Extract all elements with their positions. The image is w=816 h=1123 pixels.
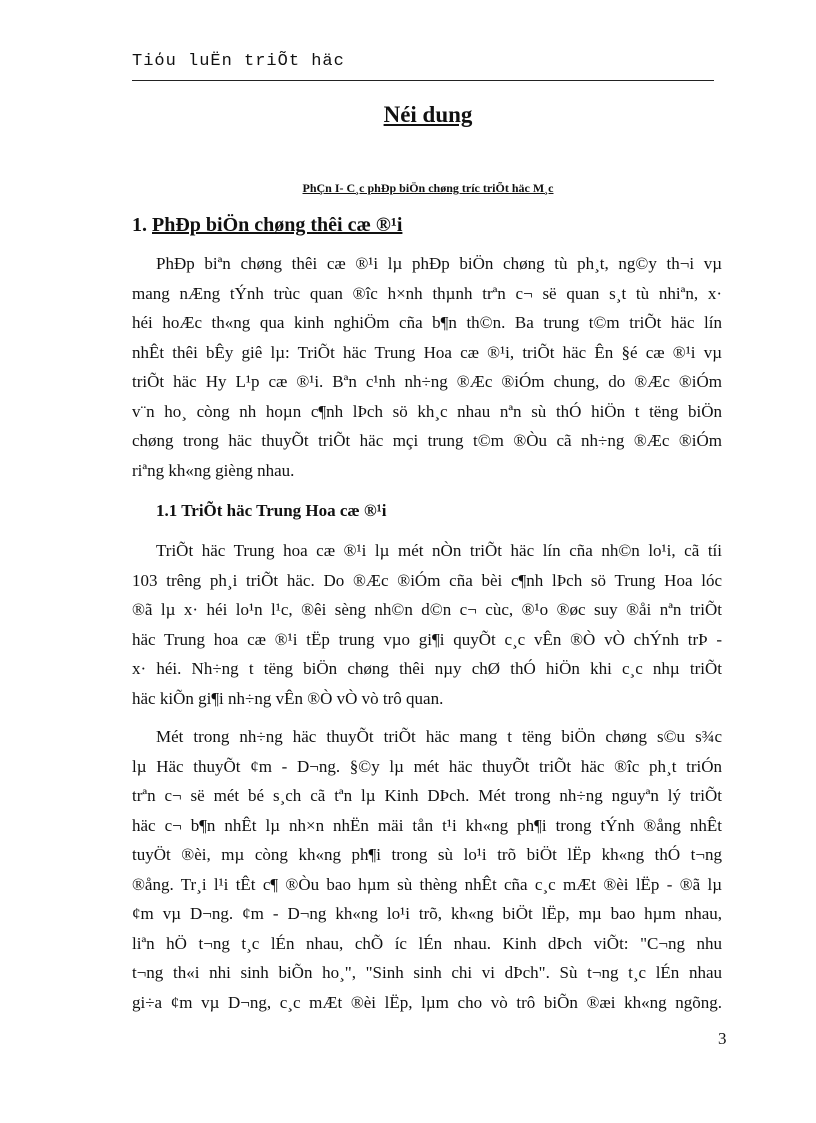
section-heading [132, 214, 402, 237]
paragraph-line: ®ã lµ x· héi lo¹n l¹c, ®êi sèng nh©n d©n c¬ cùc, ®¹o ®øc suy ®åi nªn triÕt [132, 600, 722, 619]
section-number: 1. [132, 214, 147, 236]
paragraph-line: Mét trong nh÷ng häc thuyÕt triÕt häc mang t tëng biÖn chøng s©u s¾c [156, 727, 722, 746]
part-heading: PhÇn I- C¸c phÐp biÖn chøng tríc triÕt häc M¸c [302, 181, 554, 195]
paragraph-line: 103 trêng ph¸i triÕt häc. Do ®Æc ®iÓm cña bèi c¶nh lÞch sö Trung Hoa lóc [132, 570, 722, 590]
paragraph-line: nhÊt thêi bÊy giê lµ: TriÕt häc Trung Hoa cæ ®¹i, triÕt häc Ên §é cæ ®¹i vµ [132, 342, 722, 362]
paragraph-line: häc Trung hoa cæ ®¹i tËp trung vµo gi¶i quyÕt c¸c vÊn ®Ò vÒ chÝnh trÞ - [132, 629, 722, 649]
paragraph-line: trªn c¬ së mét bé s¸ch cã tªn lµ Kinh DÞch. Mét trong nh÷ng nguyªn lý triÕt [132, 786, 722, 805]
paragraph-1 [132, 249, 722, 485]
paragraph-3 [132, 722, 722, 1017]
paragraph-line: x· héi. Nh÷ng t tëng biÖn chøng thêi nµy chØ thÓ hiÖn khi c¸c nhµ triÕt [132, 659, 722, 678]
paragraph-line: triÕt häc Hy L¹p cæ ®¹i. Bªn c¹nh nh÷ng ®Æc ®iÓm chung, do ®Æc ®iÓm [132, 372, 722, 391]
paragraph-line: riªng kh«ng gièng nhau. [132, 460, 295, 480]
page-number: 3 [718, 1029, 727, 1048]
paragraph-line: ®ång. Tr¸i l¹i tÊt c¶ ®Òu bao hµm sù thèng nhÊt cña c¸c mÆt ®èi lËp - ®ã lµ [132, 874, 722, 894]
subsection-heading: 1.1 TriÕt häc Trung Hoa cæ ®¹i [156, 501, 387, 520]
paragraph-line: ¢m vµ D¬ng. ¢m - D¬ng kh«ng lo¹i trõ, kh«ng biÖt lËp, mµ bao hµm nhau, [132, 904, 722, 923]
paragraph-line: häc c¬ b¶n nhÊt lµ nh×n nhËn mäi tån t¹i kh«ng ph¶i trong tÝnh ®ång nhÊt [132, 815, 722, 835]
header-divider [132, 80, 714, 81]
paragraph-line: gi÷a ¢m vµ D¬ng, c¸c mÆt ®èi lËp, lµm cho vò trô biÕn ®æi kh«ng ngõng. [132, 992, 722, 1012]
section-label: PhÐp biÖn chøng thêi cæ ®¹i [152, 214, 403, 236]
running-header: Tiόu luËn triÕt häc [132, 52, 345, 71]
paragraph-line: mang nÆng tÝnh trùc quan ®îc h×nh thµnh trªn c¬ së quan s¸t tù nhiªn, x· [132, 283, 722, 303]
paragraph-line: tuyÖt ®èi, mµ còng kh«ng ph¶i trong sù lo¹i trõ biÖt lËp kh«ng thÓ t¬ng [132, 845, 722, 864]
paragraph-line: héi hoÆc th«ng qua kinh nghiÖm cña b¶n th©n. Ba trung t©m triÕt häc lín [132, 313, 722, 332]
paragraph-line: liªn hÖ t¬ng t¸c lÉn nhau, chÕ íc lÉn nhau. Kinh dÞch viÕt: "C¬ng nhu [132, 933, 722, 953]
paragraph-2 [132, 536, 722, 713]
paragraph-line: häc kiÕn gi¶i nh÷ng vÊn ®Ò vÒ vò trô quan. [132, 688, 444, 708]
paragraph-line: chøng trong häc thuyÕt triÕt häc mçi trung t©m ®Òu cã nh÷ng ®Æc ®iÓm [132, 431, 722, 450]
paragraph-line: TriÕt häc Trung hoa cæ ®¹i lµ mét nÒn triÕt häc lín cña nh©n lo¹i, cã tíi [156, 541, 722, 560]
paragraph-line: t¬ng th«i nhi sinh biÕn ho¸", "Sinh sinh chi vi dÞch". Sù t¬ng t¸c lÉn nhau [132, 963, 722, 982]
paragraph-line: v¨n ho¸ còng nh hoµn c¶nh lÞch sö kh¸c nhau nªn sù thÓ hiÖn t tëng biÖn [132, 401, 722, 421]
paragraph-line: lµ Häc thuyÕt ¢m - D¬ng. §©y lµ mét häc thuyÕt triÕt häc ®îc ph¸t triÓn [132, 756, 722, 776]
document-title: Néi dung [383, 102, 473, 127]
paragraph-line: PhÐp biªn chøng thêi cæ ®¹i lµ phÐp biÖn chøng tù ph¸t, ng©y th¬i vµ [156, 254, 722, 273]
